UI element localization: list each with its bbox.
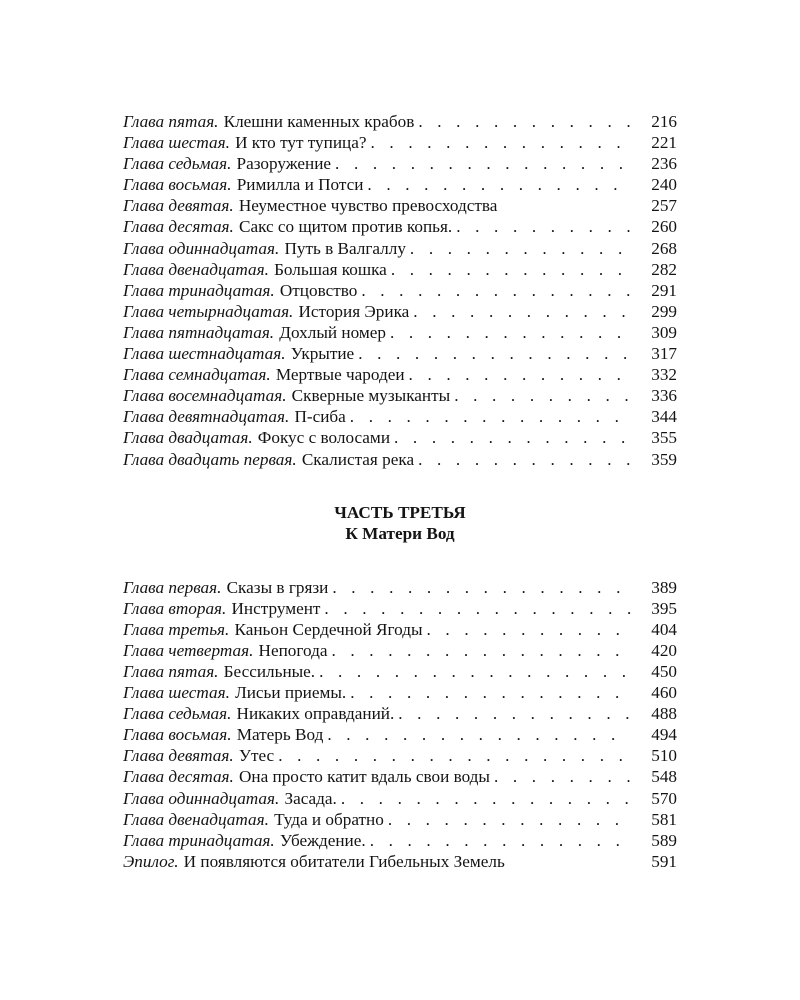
toc-dot-leader bbox=[391, 259, 631, 280]
toc-chapter-label: Глава семнадцатая. bbox=[123, 365, 271, 385]
toc-dot-leader bbox=[410, 238, 631, 259]
toc-chapter-title: Никаких оправданий. bbox=[236, 704, 395, 724]
toc-page-number: 589 bbox=[651, 830, 677, 850]
toc-chapter-title: История Эрика bbox=[298, 301, 410, 321]
toc-dot-leader bbox=[409, 364, 631, 385]
toc-dot-leader bbox=[398, 703, 631, 724]
toc-page-number: 260 bbox=[651, 217, 677, 237]
toc-chapter-title: Утес bbox=[238, 746, 275, 766]
toc-entry[interactable] bbox=[123, 153, 677, 174]
toc-chapter-label: Глава девятая. bbox=[123, 196, 234, 216]
toc-dot-leader bbox=[341, 788, 631, 809]
toc-chapter-title: Непогода bbox=[258, 640, 328, 660]
toc-dot-leader bbox=[278, 745, 631, 766]
toc-dot-leader bbox=[332, 577, 631, 598]
toc-page-number: 389 bbox=[651, 577, 677, 597]
toc-chapter-title: Лисьи приемы. bbox=[235, 683, 347, 703]
toc-chapter-title: Скалистая река bbox=[301, 449, 415, 469]
toc-entry[interactable] bbox=[123, 766, 677, 787]
toc-chapter-label: Эпилог. bbox=[123, 851, 179, 871]
toc-entry[interactable] bbox=[123, 851, 677, 872]
toc-chapter-label: Глава пятнадцатая. bbox=[123, 322, 275, 342]
toc-chapter-title: Сказы в грязи bbox=[226, 577, 329, 597]
toc-dot-leader bbox=[390, 322, 631, 343]
toc-chapter-title: Укрытие bbox=[290, 344, 355, 364]
toc-chapter-title: Разоружение bbox=[236, 154, 332, 174]
toc-chapter-label: Глава вторая. bbox=[123, 598, 227, 618]
toc-dot-leader bbox=[427, 619, 632, 640]
toc-chapter-title: Матерь Вод bbox=[236, 725, 324, 745]
toc-entry[interactable] bbox=[123, 111, 677, 132]
toc-chapter-title: Неуместное чувство превосходства bbox=[238, 196, 498, 216]
toc-entry[interactable] bbox=[123, 301, 677, 322]
toc-page-number: 548 bbox=[651, 767, 677, 787]
toc-page-number: 236 bbox=[651, 154, 677, 174]
toc-entry[interactable] bbox=[123, 174, 677, 195]
toc-chapter-title: Большая кошка bbox=[274, 259, 387, 279]
toc-entry[interactable] bbox=[123, 280, 677, 301]
toc-entry[interactable] bbox=[123, 788, 677, 809]
toc-dot-leader bbox=[350, 682, 631, 703]
toc-entry[interactable] bbox=[123, 427, 677, 448]
toc-entry[interactable] bbox=[123, 661, 677, 682]
toc-dot-leader bbox=[456, 216, 631, 237]
toc-chapter-label: Глава двадцать первая. bbox=[123, 449, 297, 469]
toc-dot-leader bbox=[494, 766, 631, 787]
toc-chapter-label: Глава четвертая. bbox=[123, 640, 254, 660]
toc-page-number: 268 bbox=[651, 238, 677, 258]
toc-chapter-title: Путь в Валгаллу bbox=[284, 238, 406, 258]
toc-page-number: 344 bbox=[651, 407, 677, 427]
toc-page-number: 591 bbox=[651, 851, 677, 871]
toc-entry[interactable] bbox=[123, 745, 677, 766]
toc-chapter-title: Клешни каменных крабов bbox=[223, 112, 415, 131]
toc-chapter-label: Глава седьмая. bbox=[123, 704, 232, 724]
toc-page-number: 450 bbox=[651, 661, 677, 681]
toc-entry[interactable] bbox=[123, 449, 677, 470]
toc-page-number: 570 bbox=[651, 788, 677, 808]
table-of-contents bbox=[123, 111, 677, 872]
toc-entry[interactable] bbox=[123, 216, 677, 237]
toc-chapter-title: Скверные музыканты bbox=[291, 386, 451, 406]
toc-chapter-title: Бессильные. bbox=[223, 661, 316, 681]
toc-page-number: 317 bbox=[651, 344, 677, 364]
toc-page-number: 395 bbox=[651, 598, 677, 618]
toc-page-number: 460 bbox=[651, 683, 677, 703]
toc-chapter-label: Глава одиннадцатая. bbox=[123, 238, 280, 258]
toc-page-number: 355 bbox=[651, 428, 677, 448]
toc-chapter-title: Мертвые чародеи bbox=[275, 365, 405, 385]
toc-chapter-label: Глава пятая. bbox=[123, 112, 219, 131]
toc-chapter-title: Дохлый номер bbox=[279, 322, 386, 342]
toc-chapter-label: Глава девятая. bbox=[123, 746, 234, 766]
toc-dot-leader bbox=[388, 809, 631, 830]
toc-entry[interactable] bbox=[123, 724, 677, 745]
toc-dot-leader bbox=[327, 724, 631, 745]
toc-page-number: 336 bbox=[651, 386, 677, 406]
toc-dot-leader bbox=[319, 661, 631, 682]
toc-page-number: 309 bbox=[651, 322, 677, 342]
toc-chapter-title: П-сиба bbox=[294, 407, 346, 427]
toc-chapter-label: Глава третья. bbox=[123, 619, 230, 639]
toc-entry[interactable] bbox=[123, 640, 677, 661]
toc-entry[interactable] bbox=[123, 406, 677, 427]
toc-page-number: 494 bbox=[651, 725, 677, 745]
toc-chapter-label: Глава десятая. bbox=[123, 217, 234, 237]
toc-chapter-title: Засада. bbox=[284, 788, 337, 808]
toc-chapter-title: Она просто катит вдаль свои воды bbox=[238, 767, 490, 787]
toc-entry[interactable] bbox=[123, 259, 677, 280]
toc-chapter-title: Фокус с волосами bbox=[257, 428, 391, 448]
toc-chapter-title: И появляются обитатели Гибельных Земель bbox=[183, 851, 505, 871]
toc-chapter-label: Глава первая. bbox=[123, 577, 222, 597]
toc-entry[interactable] bbox=[123, 132, 677, 153]
toc-chapter-label: Глава пятая. bbox=[123, 661, 219, 681]
toc-page-number: 359 bbox=[651, 449, 677, 469]
toc-list-section-1 bbox=[123, 111, 677, 470]
toc-entry[interactable] bbox=[123, 385, 677, 406]
toc-chapter-title: Инструмент bbox=[231, 598, 321, 618]
toc-page-number: 291 bbox=[651, 280, 677, 300]
toc-dot-leader bbox=[361, 280, 631, 301]
toc-page-number: 221 bbox=[651, 133, 677, 153]
toc-dot-leader bbox=[350, 406, 631, 427]
toc-page-number: 216 bbox=[651, 112, 677, 131]
toc-dot-leader bbox=[331, 640, 631, 661]
toc-entry[interactable] bbox=[123, 619, 677, 640]
toc-chapter-title: Отцовство bbox=[279, 280, 358, 300]
toc-page-number: 488 bbox=[651, 704, 677, 724]
toc-dot-leader bbox=[418, 111, 631, 132]
toc-entry[interactable] bbox=[123, 577, 677, 598]
toc-chapter-title: И кто тут тупица? bbox=[235, 133, 367, 153]
toc-entry[interactable] bbox=[123, 598, 677, 619]
part-header bbox=[123, 502, 677, 544]
toc-entry[interactable] bbox=[123, 322, 677, 343]
toc-entry[interactable] bbox=[123, 682, 677, 703]
toc-chapter-label: Глава шестнадцатая. bbox=[123, 344, 286, 364]
toc-entry[interactable] bbox=[123, 238, 677, 259]
toc-chapter-label: Глава двадцатая. bbox=[123, 428, 253, 448]
toc-chapter-title: Каньон Сердечной Ягоды bbox=[234, 619, 423, 639]
toc-chapter-title: Убеждение. bbox=[279, 830, 366, 850]
toc-chapter-label: Глава одиннадцатая. bbox=[123, 788, 280, 808]
toc-chapter-label: Глава девятнадцатая. bbox=[123, 407, 290, 427]
toc-chapter-label: Глава тринадцатая. bbox=[123, 280, 275, 300]
toc-entry[interactable] bbox=[123, 364, 677, 385]
toc-entry[interactable] bbox=[123, 809, 677, 830]
toc-dot-leader bbox=[335, 153, 631, 174]
toc-chapter-title: Римилла и Потси bbox=[236, 175, 364, 195]
toc-dot-leader bbox=[454, 385, 631, 406]
toc-page-number: 510 bbox=[651, 746, 677, 766]
toc-dot-leader bbox=[371, 132, 632, 153]
toc-dot-leader bbox=[394, 427, 631, 448]
toc-chapter-label: Глава двенадцатая. bbox=[123, 809, 269, 829]
toc-entry[interactable] bbox=[123, 195, 677, 216]
toc-page-number: 404 bbox=[651, 619, 677, 639]
part-title: ЧАСТЬ ТРЕТЬЯ bbox=[334, 502, 466, 522]
toc-dot-leader bbox=[370, 830, 631, 851]
toc-chapter-label: Глава шестая. bbox=[123, 683, 230, 703]
toc-page-number: 299 bbox=[651, 301, 677, 321]
toc-chapter-label: Глава четырнадцатая. bbox=[123, 301, 294, 321]
part-subtitle: К Матери Вод bbox=[345, 523, 455, 543]
toc-page-number: 420 bbox=[651, 640, 677, 660]
toc-dot-leader bbox=[418, 449, 631, 470]
toc-entry[interactable] bbox=[123, 343, 677, 364]
toc-chapter-label: Глава тринадцатая. bbox=[123, 830, 275, 850]
toc-chapter-label: Глава восемнадцатая. bbox=[123, 386, 287, 406]
toc-chapter-title: Туда и обратно bbox=[274, 809, 384, 829]
toc-chapter-label: Глава шестая. bbox=[123, 133, 230, 153]
toc-list-part-3 bbox=[123, 577, 677, 872]
toc-chapter-title: Сакс со щитом против копья. bbox=[238, 217, 453, 237]
toc-chapter-label: Глава восьмая. bbox=[123, 175, 232, 195]
toc-dot-leader bbox=[358, 343, 631, 364]
toc-page-number: 332 bbox=[651, 365, 677, 385]
toc-dot-leader bbox=[413, 301, 631, 322]
toc-entry[interactable] bbox=[123, 703, 677, 724]
toc-chapter-label: Глава седьмая. bbox=[123, 154, 232, 174]
toc-dot-leader bbox=[324, 598, 631, 619]
toc-chapter-label: Глава десятая. bbox=[123, 767, 234, 787]
toc-page-number: 581 bbox=[651, 809, 677, 829]
toc-dot-leader bbox=[367, 174, 631, 195]
toc-page-number: 257 bbox=[651, 196, 677, 216]
toc-page-number: 240 bbox=[651, 175, 677, 195]
toc-page-number: 282 bbox=[651, 259, 677, 279]
toc-entry[interactable] bbox=[123, 830, 677, 851]
toc-chapter-label: Глава восьмая. bbox=[123, 725, 232, 745]
toc-chapter-label: Глава двенадцатая. bbox=[123, 259, 269, 279]
